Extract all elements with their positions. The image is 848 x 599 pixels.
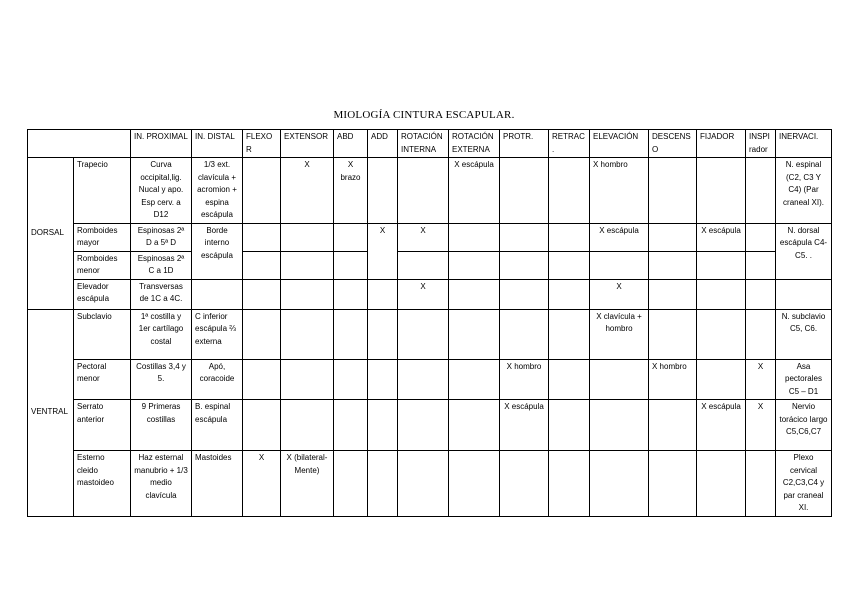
cell-descenso: [649, 223, 697, 251]
cell-fijador: [697, 309, 746, 359]
cell-flexor: X: [243, 451, 281, 517]
cell-proximal: 1ª costilla y 1er cartílago costal: [131, 309, 192, 359]
cell-abd: [334, 279, 368, 309]
cell-descenso: [649, 158, 697, 224]
cell-extensor: [281, 223, 334, 251]
cell-add: [368, 451, 398, 517]
group-label-ventral: VENTRAL: [28, 309, 74, 516]
header-abd: ABD: [334, 130, 368, 158]
cell-flexor: [243, 279, 281, 309]
cell-proximal: Haz esternal manubrio + 1/3 medio clavícula: [131, 451, 192, 517]
cell-inervacion: Plexo cervical C2,C3,C4 y par craneal XI.: [776, 451, 832, 517]
cell-distal: Apó, coracoide: [192, 359, 243, 400]
cell-fijador: X escápula: [697, 223, 746, 251]
cell-elevacion: X escápula: [590, 223, 649, 251]
cell-extensor: [281, 279, 334, 309]
cell-rotacion-externa: X escápula: [449, 158, 500, 224]
header-elevacion: ELEVACIÓN: [590, 130, 649, 158]
cell-distal: B. espinal escápula: [192, 400, 243, 451]
cell-protr: [500, 309, 549, 359]
cell-rotacion-interna: [398, 309, 449, 359]
cell-inspirador: [746, 451, 776, 517]
cell-add: [368, 309, 398, 359]
table-row-elevador-escapula: [28, 279, 832, 309]
cell-flexor: [243, 158, 281, 224]
cell-elevacion: [590, 251, 649, 279]
table-row-pectoral-menor: [28, 359, 832, 400]
header-rotacion-interna: ROTACIÓN INTERNA: [398, 130, 449, 158]
cell-inspirador: [746, 223, 776, 251]
table-row-esterno-cleido-mastoideo: [28, 451, 832, 517]
cell-flexor: [243, 309, 281, 359]
cell-elevacion: X: [590, 279, 649, 309]
cell-descenso: [649, 251, 697, 279]
cell-elevacion: X hombro: [590, 158, 649, 224]
cell-distal: 1/3 ext. clavícula + acromion + espina escápula: [192, 158, 243, 224]
cell-fijador: [697, 359, 746, 400]
cell-add: [368, 158, 398, 224]
table-row-serrato-anterior: [28, 400, 832, 451]
cell-inervacion: Nervio torácico largo C5,C6,C7: [776, 400, 832, 451]
cell-extensor: [281, 359, 334, 400]
cell-protr: [500, 251, 549, 279]
cell-elevacion: [590, 359, 649, 400]
cell-add: [368, 279, 398, 309]
cell-extensor: [281, 309, 334, 359]
cell-inervacion: N. espinal (C2, C3 Y C4) (Par craneal XI).: [776, 158, 832, 224]
cell-fijador: [697, 451, 746, 517]
cell-descenso: X hombro: [649, 359, 697, 400]
header-in-distal: IN. DISTAL: [192, 130, 243, 158]
cell-fijador: X escápula: [697, 400, 746, 451]
cell-rotacion-externa: [449, 223, 500, 251]
cell-retrac: [549, 451, 590, 517]
cell-proximal: Espinosas 2ª D a 5ª D: [131, 223, 192, 251]
cell-rotacion-externa: [449, 251, 500, 279]
cell-rotacion-interna: [398, 251, 449, 279]
table-row-trapecio: [28, 158, 832, 224]
cell-add: [368, 359, 398, 400]
header-extensor: EXTENSOR: [281, 130, 334, 158]
cell-descenso: [649, 451, 697, 517]
cell-abd: [334, 359, 368, 400]
cell-rotacion-interna: [398, 359, 449, 400]
cell-elevacion: [590, 400, 649, 451]
cell-extensor: [281, 400, 334, 451]
muscle-name: Serrato anterior: [74, 400, 131, 451]
cell-protr: X escápula: [500, 400, 549, 451]
cell-fijador: [697, 158, 746, 224]
table-row-romboides-mayor: [28, 223, 832, 251]
cell-inervacion: Asa pectorales C5 – D1: [776, 359, 832, 400]
cell-fijador: [697, 279, 746, 309]
header-in-proximal: IN. PROXIMAL: [131, 130, 192, 158]
cell-abd: [334, 223, 368, 251]
cell-protr: X hombro: [500, 359, 549, 400]
cell-flexor: [243, 400, 281, 451]
cell-retrac: [549, 400, 590, 451]
header-row: [28, 130, 832, 158]
cell-descenso: [649, 400, 697, 451]
header-descenso: DESCENSO: [649, 130, 697, 158]
cell-inspirador: [746, 309, 776, 359]
cell-flexor: [243, 223, 281, 251]
cell-retrac: [549, 279, 590, 309]
muscle-name: Pectoral menor: [74, 359, 131, 400]
cell-rotacion-externa: [449, 359, 500, 400]
cell-distal: C inferior escápula ⅔ externa: [192, 309, 243, 359]
muscle-name: Trapecio: [74, 158, 131, 224]
cell-rotacion-interna: [398, 158, 449, 224]
header-blank: [28, 130, 131, 158]
cell-inervacion: N. subclavio C5, C6.: [776, 309, 832, 359]
cell-inspirador: X: [746, 359, 776, 400]
header-inspirador: INSPI rador: [746, 130, 776, 158]
cell-protr: [500, 279, 549, 309]
cell-distal: Borde interno escápula: [192, 223, 243, 279]
cell-rotacion-interna: [398, 400, 449, 451]
cell-extensor: [281, 251, 334, 279]
cell-retrac: [549, 309, 590, 359]
cell-retrac: [549, 359, 590, 400]
cell-descenso: [649, 279, 697, 309]
cell-elevacion: [590, 451, 649, 517]
cell-inspirador: [746, 279, 776, 309]
cell-rotacion-externa: [449, 279, 500, 309]
cell-proximal: 9 Primeras costillas: [131, 400, 192, 451]
group-label-dorsal: DORSAL: [28, 158, 74, 310]
cell-extensor: X: [281, 158, 334, 224]
cell-flexor: [243, 251, 281, 279]
cell-proximal: Transversas de 1C a 4C.: [131, 279, 192, 309]
cell-proximal: Curva occipital,lig. Nucal y apo. Esp cerv. a D12: [131, 158, 192, 224]
cell-protr: [500, 223, 549, 251]
cell-inervacion: N. dorsal escápula C4-C5. .: [776, 223, 832, 279]
cell-inspirador: [746, 251, 776, 279]
cell-retrac: [549, 158, 590, 224]
header-inervacion: INERVACI.: [776, 130, 832, 158]
header-rotacion-externa: ROTACIÓN EXTERNA: [449, 130, 500, 158]
cell-rotacion-interna: X: [398, 279, 449, 309]
cell-abd: [334, 451, 368, 517]
cell-proximal: Espinosas 2ª C a 1D: [131, 251, 192, 279]
cell-retrac: [549, 251, 590, 279]
cell-protr: [500, 158, 549, 224]
cell-descenso: [649, 309, 697, 359]
cell-rotacion-interna: [398, 451, 449, 517]
cell-extensor: X (bilateral-Mente): [281, 451, 334, 517]
cell-add: [368, 400, 398, 451]
cell-rotacion-externa: [449, 451, 500, 517]
miologia-table: [27, 129, 832, 517]
header-flexor: FLEXOR: [243, 130, 281, 158]
header-fijador: FIJADOR: [697, 130, 746, 158]
table-row-romboides-menor: [28, 251, 832, 279]
cell-protr: [500, 451, 549, 517]
cell-abd: X brazo: [334, 158, 368, 224]
muscle-name: Romboides mayor: [74, 223, 131, 251]
cell-fijador: [697, 251, 746, 279]
document-title: MIOLOGÍA CINTURA ESCAPULAR.: [333, 109, 515, 121]
cell-inervacion: [776, 279, 832, 309]
muscle-name: Elevador escápula: [74, 279, 131, 309]
cell-rotacion-externa: [449, 309, 500, 359]
muscle-name: Subclavio: [74, 309, 131, 359]
cell-distal: [192, 279, 243, 309]
cell-inspirador: X: [746, 400, 776, 451]
cell-retrac: [549, 223, 590, 251]
cell-abd: [334, 400, 368, 451]
cell-inspirador: [746, 158, 776, 224]
cell-proximal: Costillas 3,4 y 5.: [131, 359, 192, 400]
cell-flexor: [243, 359, 281, 400]
cell-abd: [334, 309, 368, 359]
header-protr: PROTR.: [500, 130, 549, 158]
cell-abd: [334, 251, 368, 279]
header-add: ADD: [368, 130, 398, 158]
table-row-subclavio: [28, 309, 832, 359]
cell-elevacion: X clavícula + hombro: [590, 309, 649, 359]
cell-rotacion-externa: [449, 400, 500, 451]
muscle-name: Romboides menor: [74, 251, 131, 279]
cell-add: X: [368, 223, 398, 279]
muscle-name: Esterno cleido mastoideo: [74, 451, 131, 517]
cell-rotacion-interna: X: [398, 223, 449, 251]
header-retrac: RETRAC.: [549, 130, 590, 158]
cell-distal: Mastoides: [192, 451, 243, 517]
